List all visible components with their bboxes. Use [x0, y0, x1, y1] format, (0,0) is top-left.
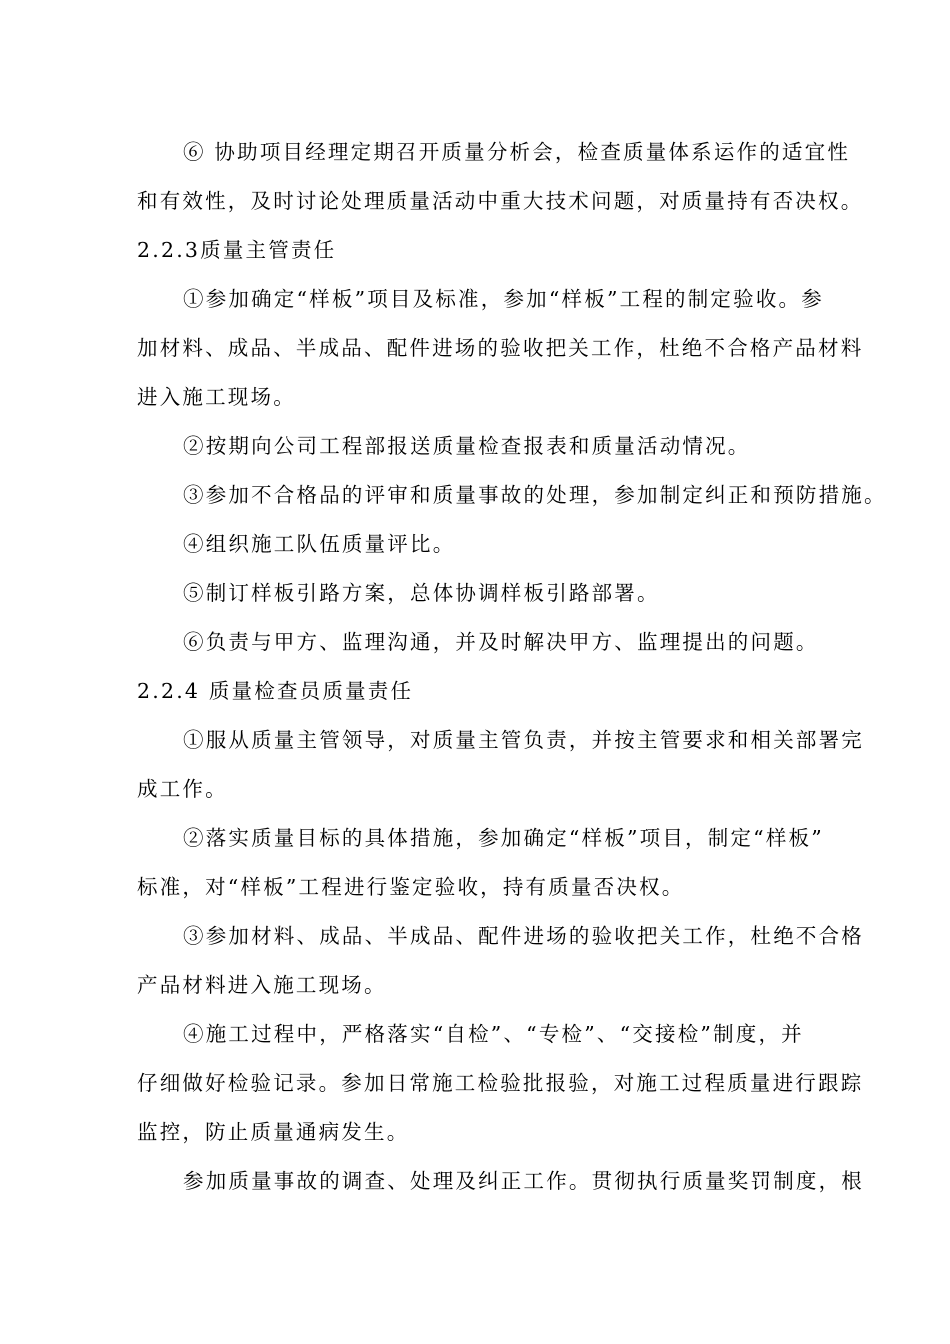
text-line: 参加质量事故的调查、处理及纠正工作。贯彻执行质量奖罚制度，根 [183, 1169, 864, 1193]
paragraph-report-submission [137, 422, 861, 471]
text-line: 仔细做好检验记录。参加日常施工检验批报验，对施工过程质量进行跟踪 [137, 1071, 864, 1095]
paragraph-quality-targets [137, 814, 861, 912]
section-heading-2-2-4: 2.2.4 质量检查员质量责任 [137, 679, 414, 703]
paragraph-obey-supervisor [137, 716, 864, 814]
text-line: ③参加不合格品的评审和质量事故的处理，参加制定纠正和预防措施。 [183, 483, 887, 507]
paragraph-nonconformance-review [137, 471, 887, 520]
paragraph-coordinate-meetings [137, 128, 864, 226]
paragraph-owner-communication [137, 618, 861, 667]
text-line: 产品材料进入施工现场。 [137, 973, 387, 997]
paragraph-material-acceptance [137, 912, 864, 1010]
text-line: 和有效性，及时讨论处理质量活动中重大技术问题，对质量持有否决权。 [137, 189, 864, 213]
text-line: 监控，防止质量通病发生。 [137, 1120, 410, 1144]
text-line: ②落实质量目标的具体措施，参加确定“样板”项目，制定“样板” [183, 826, 824, 850]
text-line: 加材料、成品、半成品、配件进场的验收把关工作，杜绝不合格产品材料 [137, 336, 864, 360]
paragraph-inspection-process [137, 1010, 864, 1157]
text-line: ⑤制订样板引路方案，总体协调样板引路部署。 [183, 581, 660, 605]
text-line: ④组织施工队伍质量评比。 [183, 532, 456, 556]
text-line: ⑥负责与甲方、监理沟通，并及时解决甲方、监理提出的问题。 [183, 630, 819, 654]
paragraph-sample-acceptance [137, 275, 864, 422]
document-body [137, 128, 887, 1206]
text-line: ②按期向公司工程部报送质量检查报表和质量活动情况。 [183, 434, 751, 458]
text-line: ③参加材料、成品、半成品、配件进场的验收把关工作，杜绝不合格 [183, 924, 864, 948]
paragraph-sample-plan [137, 569, 861, 618]
text-line: ⑥ 协助项目经理定期召开质量分析会，检查质量体系运作的适宜性 [183, 140, 851, 164]
text-line: ①参加确定“样板”项目及标准，参加“样板”工程的制定验收。参 [183, 287, 824, 311]
text-line: 标准，对“样板”工程进行鉴定验收，持有质量否决权。 [137, 875, 685, 899]
paragraph-team-evaluation [137, 520, 861, 569]
text-line: ④施工过程中，严格落实“自检”、“专检”、“交接检”制度，并 [183, 1022, 804, 1046]
section-heading-2-2-3: 2.2.3质量主管责任 [137, 238, 337, 262]
text-line: 成工作。 [137, 777, 228, 801]
text-line: ①服从质量主管领导，对质量主管负责，并按主管要求和相关部署完 [183, 728, 864, 752]
paragraph-accident-investigation [137, 1157, 864, 1206]
text-line: 进入施工现场。 [137, 385, 296, 409]
